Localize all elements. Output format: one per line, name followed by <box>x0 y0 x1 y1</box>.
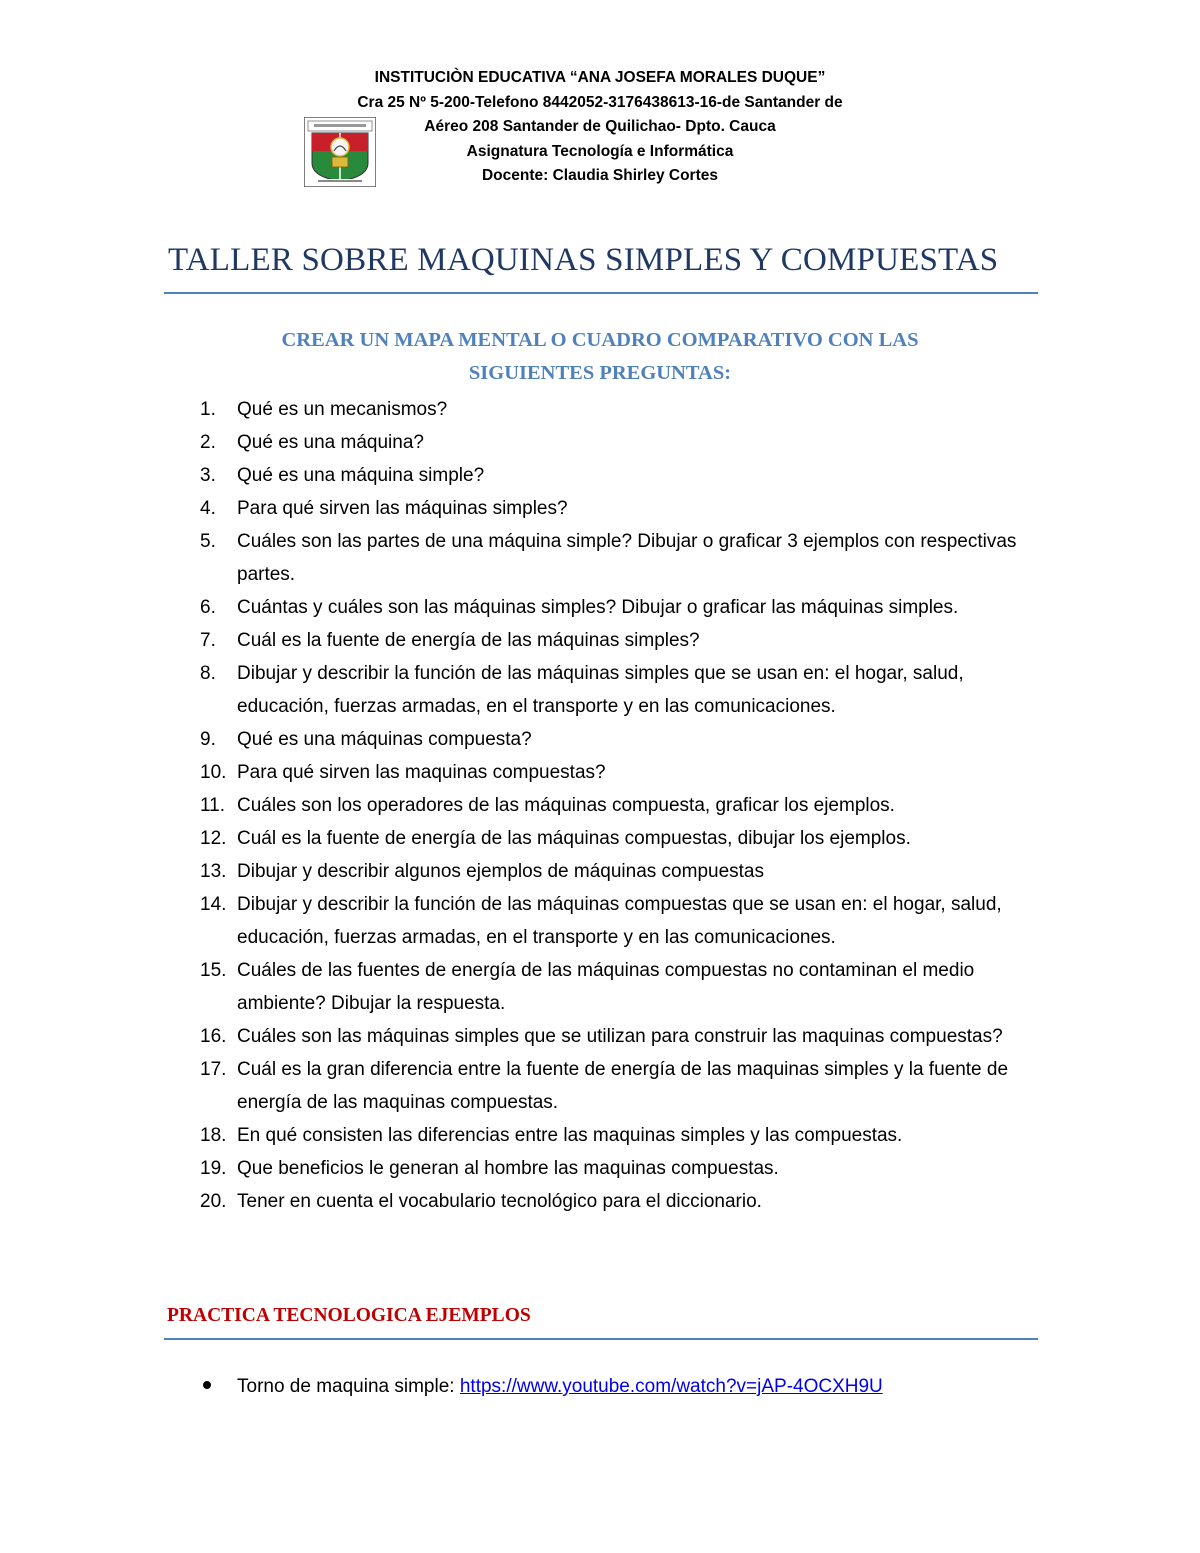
question-item <box>200 426 1060 459</box>
question-item <box>200 591 1060 624</box>
question-text: Tener en cuenta el vocabulario tecnológico para el diccionario. <box>237 1191 762 1212</box>
title-divider <box>164 292 1038 294</box>
question-item <box>200 525 1060 591</box>
subject-line: Asignatura Tecnología e Informática <box>466 142 734 160</box>
question-text: Cuántas y cuáles son las máquinas simples? Dibujar o graficar las máquinas simples. <box>237 597 959 618</box>
question-number: 7. <box>200 630 216 651</box>
question-item <box>200 1152 1060 1185</box>
question-number: 6. <box>200 597 216 618</box>
question-number: 14. <box>200 894 227 915</box>
institution-address-city: Aéreo 208 Santander de Quilichao- Dpto. Cauca <box>424 118 776 135</box>
institution-name: INSTITUCIÒN EDUCATIVA “ANA JOSEFA MORALES DUQUE” <box>374 69 826 86</box>
question-number: 17. <box>200 1059 227 1080</box>
teacher-line: Docente: Claudia Shirley Cortes <box>481 167 718 184</box>
question-number: 19. <box>200 1158 227 1179</box>
document-title: TALLER SOBRE MAQUINAS SIMPLES Y COMPUESTAS <box>168 242 999 278</box>
instructions-heading-line1: CREAR UN MAPA MENTAL O CUADRO COMPARATIVO CON LAS <box>281 329 919 351</box>
question-text: Cuáles son las máquinas simples que se utilizan para construir las maquinas compuestas? <box>237 1026 1003 1047</box>
question-number: 16. <box>200 1026 227 1047</box>
question-item <box>200 1053 1060 1119</box>
question-text: Dibujar y describir la función de las máquinas compuestas que se usan en: el hogar, salud, educación, fuerzas armadas, en el transporte y en las comunicaciones. <box>237 894 1002 948</box>
practice-heading: PRACTICA TECNOLOGICA EJEMPLOS <box>167 1305 531 1326</box>
question-item <box>200 822 1060 855</box>
question-item <box>200 1119 1060 1152</box>
question-item <box>200 459 1060 492</box>
question-number: 1. <box>200 399 216 420</box>
question-text: Cuál es la fuente de energía de las máquinas simples? <box>237 630 700 651</box>
question-item <box>200 954 1060 1020</box>
question-item <box>200 855 1060 888</box>
youtube-link[interactable]: https://www.youtube.com/watch?v=jAP-4OCXH9U <box>459 1376 883 1397</box>
question-number: 3. <box>200 465 216 486</box>
question-text: Qué es una máquinas compuesta? <box>237 729 532 750</box>
practice-item <box>200 1372 883 1402</box>
question-text: Cuáles de las fuentes de energía de las máquinas compuestas no contaminan el medio ambiente? Dibujar la respuesta. <box>237 960 975 1014</box>
question-item <box>200 756 1060 789</box>
question-number: 4. <box>200 498 216 519</box>
question-item <box>200 723 1060 756</box>
question-text: Dibujar y describir algunos ejemplos de máquinas compuestas <box>237 861 764 882</box>
question-number: 9. <box>200 729 216 750</box>
question-number: 18. <box>200 1125 227 1146</box>
question-text: Que beneficios le generan al hombre las maquinas compuestas. <box>237 1158 779 1179</box>
question-text: Cuáles son las partes de una máquina simple? Dibujar o graficar 3 ejemplos con respectivas partes. <box>237 531 1017 585</box>
question-item <box>200 1185 1060 1218</box>
document-header <box>300 66 900 189</box>
instructions-heading <box>160 324 1040 390</box>
question-number: 20. <box>200 1191 227 1212</box>
question-item <box>200 888 1060 954</box>
practice-item-label: Torno de maquina simple: <box>237 1376 460 1397</box>
question-item <box>200 624 1060 657</box>
question-text: Qué es una máquina? <box>237 432 424 453</box>
question-number: 15. <box>200 960 227 981</box>
question-item <box>200 657 1060 723</box>
question-text: Para qué sirven las maquinas compuestas? <box>237 762 606 783</box>
question-text: Cuál es la gran diferencia entre la fuente de energía de las maquinas simples y la fuente de energía de las maquinas compuestas. <box>237 1059 1009 1113</box>
question-text: Para qué sirven las máquinas simples? <box>237 498 568 519</box>
question-number: 8. <box>200 663 216 684</box>
bullet-icon <box>203 1381 211 1389</box>
institution-address: Cra 25 Nº 5-200-Telefono 8442052-3176438613-16-de Santander de <box>357 93 843 111</box>
question-item <box>200 789 1060 822</box>
question-item <box>200 1020 1060 1053</box>
question-number: 5. <box>200 531 216 552</box>
question-text: En qué consisten las diferencias entre las maquinas simples y las compuestas. <box>237 1125 903 1146</box>
question-item <box>200 393 1060 426</box>
instructions-heading-line2: SIGUIENTES PREGUNTAS: <box>468 362 732 384</box>
question-number: 2. <box>200 432 216 453</box>
question-number: 10. <box>200 762 227 783</box>
practice-divider <box>164 1338 1038 1340</box>
question-number: 12. <box>200 828 227 849</box>
questions-list <box>200 393 1060 1218</box>
question-text: Qué es un mecanismos? <box>237 399 448 420</box>
question-number: 13. <box>200 861 227 882</box>
question-number: 11. <box>200 795 226 816</box>
question-text: Qué es una máquina simple? <box>237 465 485 486</box>
question-text: Cuáles son los operadores de las máquinas compuesta, graficar los ejemplos. <box>237 795 895 816</box>
question-text: Cuál es la fuente de energía de las máquinas compuestas, dibujar los ejemplos. <box>237 828 911 849</box>
question-text: Dibujar y describir la función de las máquinas simples que se usan en: el hogar, salud, educación, fuerzas armadas, en el transporte y en las comunicaciones. <box>237 663 964 717</box>
question-item <box>200 492 1060 525</box>
